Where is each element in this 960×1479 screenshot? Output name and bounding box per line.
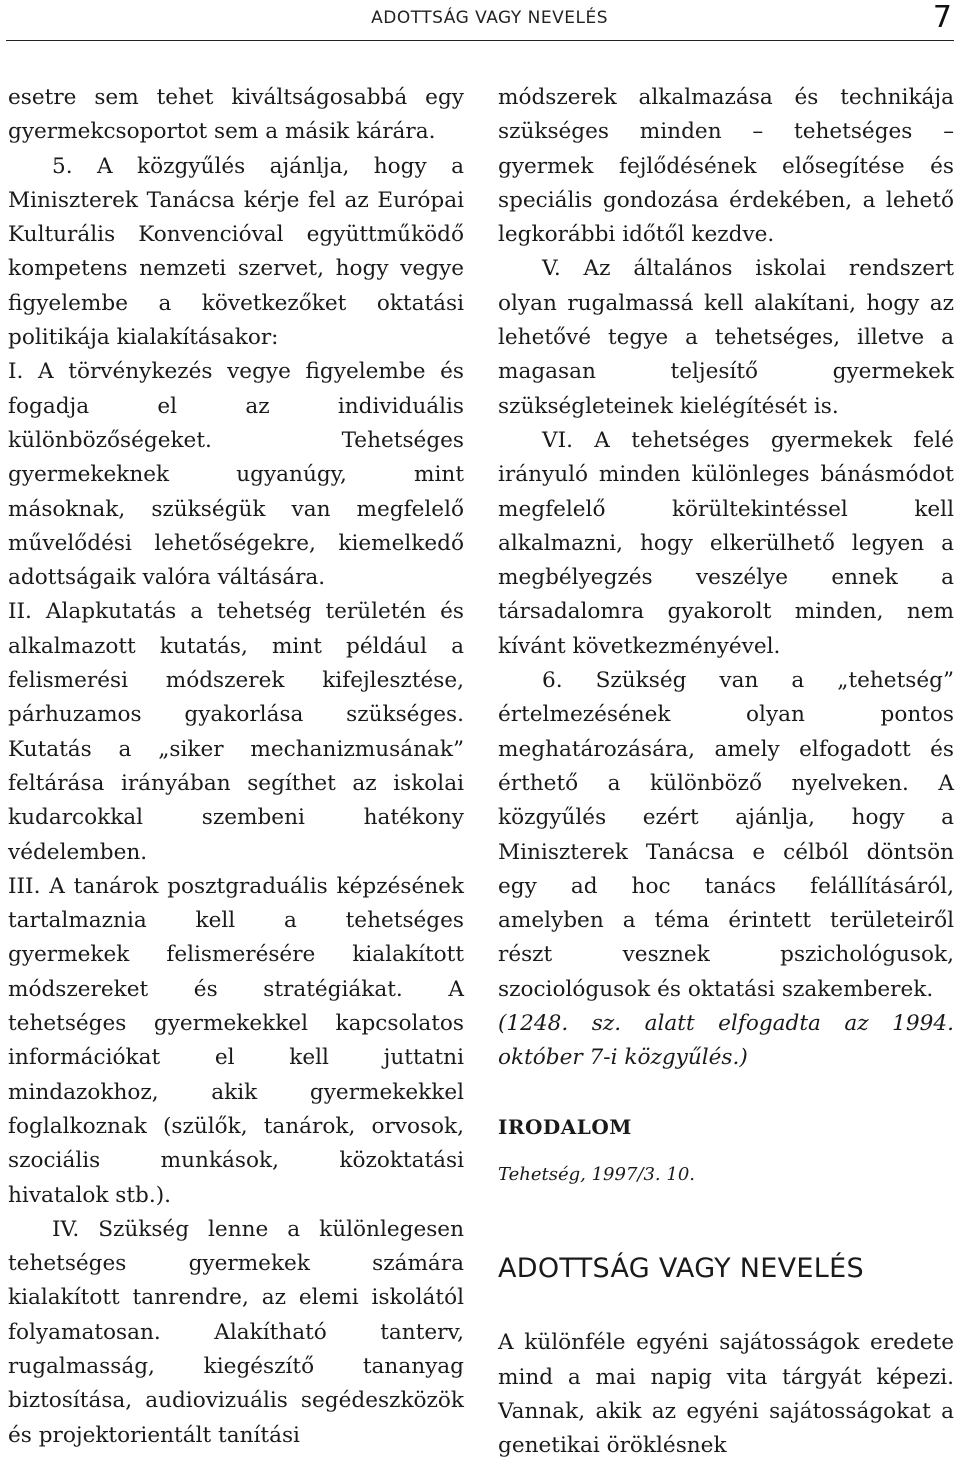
paragraph: IV. Szükség lenne a különlegesen tehetséges gyermekek számára kialakított tanrendre, az elemi iskolától folyamatosan. Alakítható tanterv, rugalmasság, kiegészítő tananyag biztosítása, audiovizuális segédeszközök és projektorientált tanítási xyxy=(8,1216,464,1448)
paragraph: III. A tanárok posztgraduális képzésének tartalmaznia kell a tehetséges gyermekek felismerésére kialakított módszereket és stratégiákat. A tehetséges gyermekekkel kapcsolatos információkat el kell juttatni mindazokhoz, akik gyermekekkel foglalkoznak (szülők, tanárok, orvosok, szociális munkások, közoktatási hivatalok stb.). xyxy=(8,873,464,1208)
paragraph: 5. A közgyűlés ajánlja, hogy a Miniszterek Tanácsa kérje fel az Európai Kulturális Konvencióval együttműködő kompetens nemzeti szervet, hogy vegye figyelembe a következőket oktatási politikája kialakításakor: xyxy=(8,153,464,351)
article-paragraph: A különféle egyéni sajátosságok eredete mind a mai napig vita tárgyát képezi. Vannak, akik az egyéni sajátosságokat a genetikai öröklésnek xyxy=(498,1330,954,1459)
right-column xyxy=(498,81,954,1463)
running-title: ADOTTSÁG VAGY NEVELÉS xyxy=(371,8,608,28)
paragraph: esetre sem tehet kiváltságosabbá egy gyermekcsoportot sem a másik kárára. xyxy=(8,85,464,145)
article-title: ADOTTSÁG VAGY NEVELÉS xyxy=(498,1253,864,1285)
left-column xyxy=(8,81,464,1453)
section-heading: IRODALOM xyxy=(498,1114,632,1139)
paragraph: VI. A tehetséges gyermekek felé irányuló minden különleges bánásmódot megfelelő körültekintéssel kell alkalmazni, hogy elkerülhető legyen a megbélyegzés veszélye ennek a társadalomra gyakorolt minden, nem kívánt következményével. xyxy=(498,427,954,659)
page-header xyxy=(0,0,960,40)
header-rule xyxy=(6,40,954,41)
page-number: 7 xyxy=(932,0,952,35)
paragraph: I. A törvénykezés vegye figyelembe és fogadja el az individuális különbözőségeket. Tehetséges gyermekeknek ugyanúgy, mint másoknak, szükségük van megfelelő művelődési lehetőségekre, kiemelkedő adottságaik valóra váltására. xyxy=(8,359,464,591)
paragraph: módszerek alkalmazása és technikája szükséges minden – tehetséges – gyermek fejlődésének elősegítése és speciális gondozása érdekében, a lehető legkorábbi időtől kezdve. xyxy=(498,85,954,248)
reference: Tehetség, 1997/3. 10. xyxy=(498,1163,695,1185)
paragraph: V. Az általános iskolai rendszert olyan rugalmassá kell alakítani, hogy az lehetővé tegye a tehetséges, illetve a magasan teljesítő gyermekek szükségleteinek kielégítését is. xyxy=(498,256,954,419)
paragraph: II. Alapkutatás a tehetség területén és alkalmazott kutatás, mint például a felismerési módszerek kifejlesztése, párhuzamos gyakorlása szükséges. Kutatás a „siker mechanizmusának” feltárása irányában segíthet az iskolai kudarcokkal szembeni hatékony védelemben. xyxy=(8,599,464,865)
paragraph: 6. Szükség van a „tehetség” értelmezésének olyan pontos meghatározására, amely elfogadott és érthető a különböző nyelveken. A közgyűlés ezért ajánlja, hogy a Miniszterek Tanácsa e célból döntsön egy ad hoc tanács felállításáról, amelyben a téma érintett területeiről részt vesznek pszichológusok, szociológusok és oktatási szakemberek. xyxy=(498,668,954,1002)
adoption-note: (1248. sz. alatt elfogadta az 1994. október 7-i közgyűlés.) xyxy=(498,1011,954,1071)
